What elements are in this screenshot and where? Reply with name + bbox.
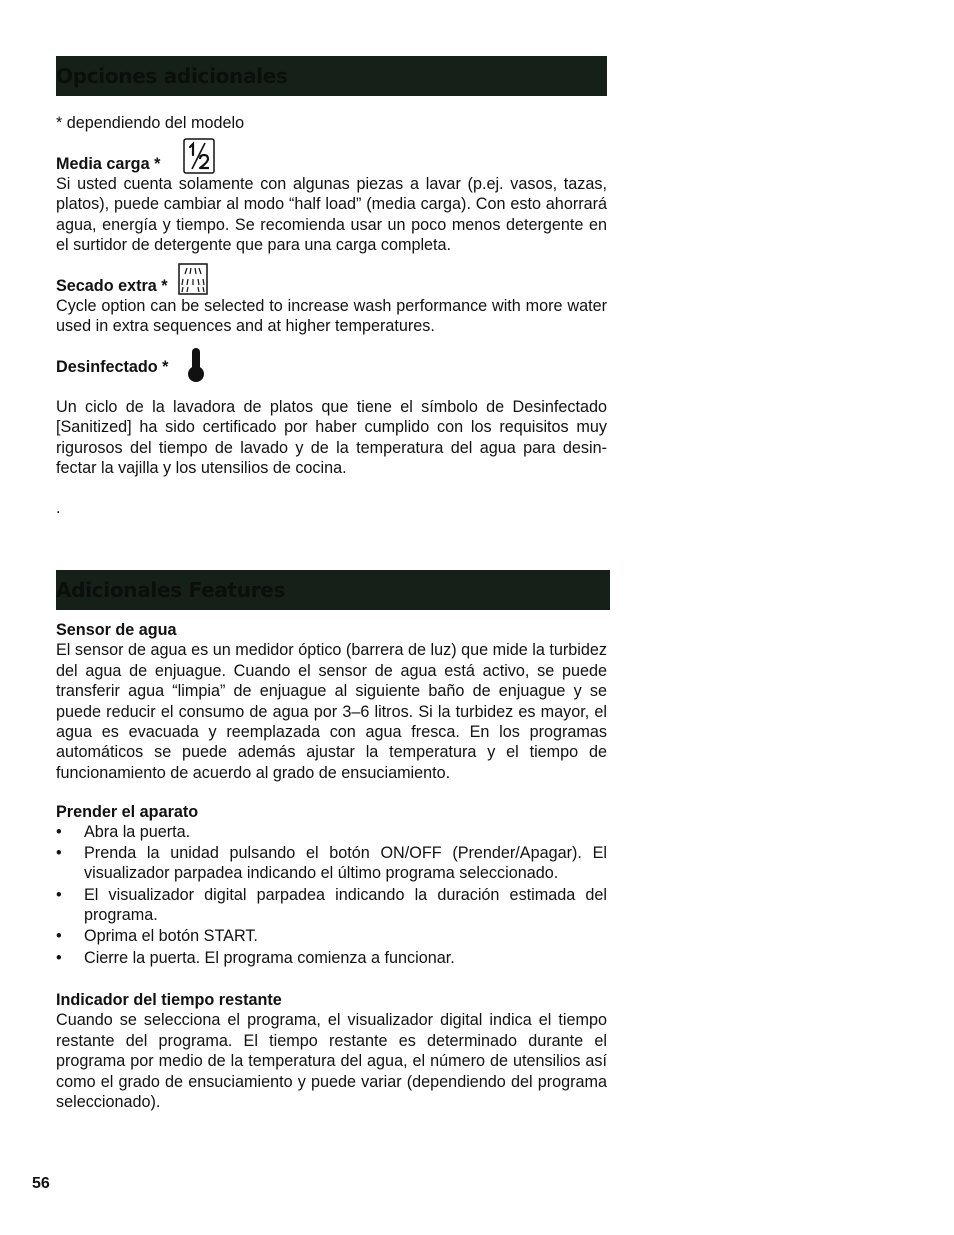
section-title: Adicionales Features — [56, 578, 286, 602]
power-on-steps — [56, 822, 607, 968]
list-item: • Cierre la puerta. El programa comienza a funcionar. — [56, 948, 455, 967]
section-header-bar — [56, 56, 607, 96]
extra-dry-icon — [178, 263, 208, 300]
bullet: • — [56, 948, 62, 967]
sanitize-body: Un ciclo de la lavadora de platos que tiene el símbolo de Desinfectado [Sanitized] ha sido certificado por haber cumplido con los requisitos muy rigurosos del tiempo de lavado y de la temperatura del agua para desin-fectar la vajilla y los utensilios de cocina. — [56, 398, 607, 478]
model-note: * dependiendo del modelo — [56, 114, 245, 132]
extra-dry-heading: Secado extra * — [56, 277, 168, 295]
section-header-bar — [56, 570, 610, 610]
water-sensor-heading: Sensor de agua — [56, 621, 177, 639]
power-on-heading: Prender el aparato — [56, 803, 199, 821]
page-number: 56 — [32, 1175, 50, 1192]
bullet: • — [56, 927, 62, 946]
half-load-icon — [183, 138, 215, 179]
remaining-time-body: Cuando se selecciona el programa, el visualizador digital indica el tiempo restante del programa. El tiempo restante es determinado durante el programa por medio de la temperatura del agua, el número de utensilios así como el grado de ensuciamiento y puede variar (dependiendo del programa seleccionado). — [56, 1011, 607, 1112]
stray-dot: . — [56, 499, 61, 517]
thermometer-icon — [186, 347, 206, 388]
list-item: • El visualizador digital parpadea indicando la duración estimada del programa. — [56, 885, 607, 925]
half-load-heading: Media carga * — [56, 155, 161, 173]
bullet: • — [56, 885, 62, 904]
list-item: • Oprima el botón START. — [56, 927, 258, 946]
bullet: • — [56, 843, 62, 862]
list-item: • Abra la puerta. — [56, 823, 191, 842]
section-title: Opciones adicionales — [56, 64, 288, 88]
remaining-time-heading: Indicador del tiempo restante — [56, 991, 282, 1009]
sanitize-heading: Desinfectado * — [56, 358, 169, 376]
list-item: • Prenda la unidad pulsando el botón ON/OFF (Prender/Apagar). El visualizador parpadea indicando el último programa seleccionado. — [56, 843, 607, 883]
extra-dry-body: Cycle option can be selected to increase wash performance with more water used in extra sequences and at higher temperatures. — [56, 297, 607, 336]
half-load-body: Si usted cuenta solamente con algunas piezas a lavar (p.ej. vasos, tazas, platos), puede cambiar al modo “half load” (media carga). Con esto ahorrará agua, energía y tiempo. Se recomienda usar un poco menos detergente en el surtidor de detergente que para una carga completa. — [56, 175, 607, 255]
water-sensor-body: El sensor de agua es un medidor óptico (barrera de luz) que mide la turbidez del agua de enjuague. Cuando el sensor de agua está activo, se puede transferir agua “limpia” de enjuague al siguiente baño de enjuague y se puede reducir el consumo de agua por 3–6 litros. Si la turbidez es mayor, el agua es evacuada y reemplazada con agua fresca. En los programas automáticos se puede además ajustar la temperatura y el tiempo de funcionamiento de acuerdo al grado de ensuciamiento. — [56, 641, 607, 782]
bullet: • — [56, 823, 62, 842]
